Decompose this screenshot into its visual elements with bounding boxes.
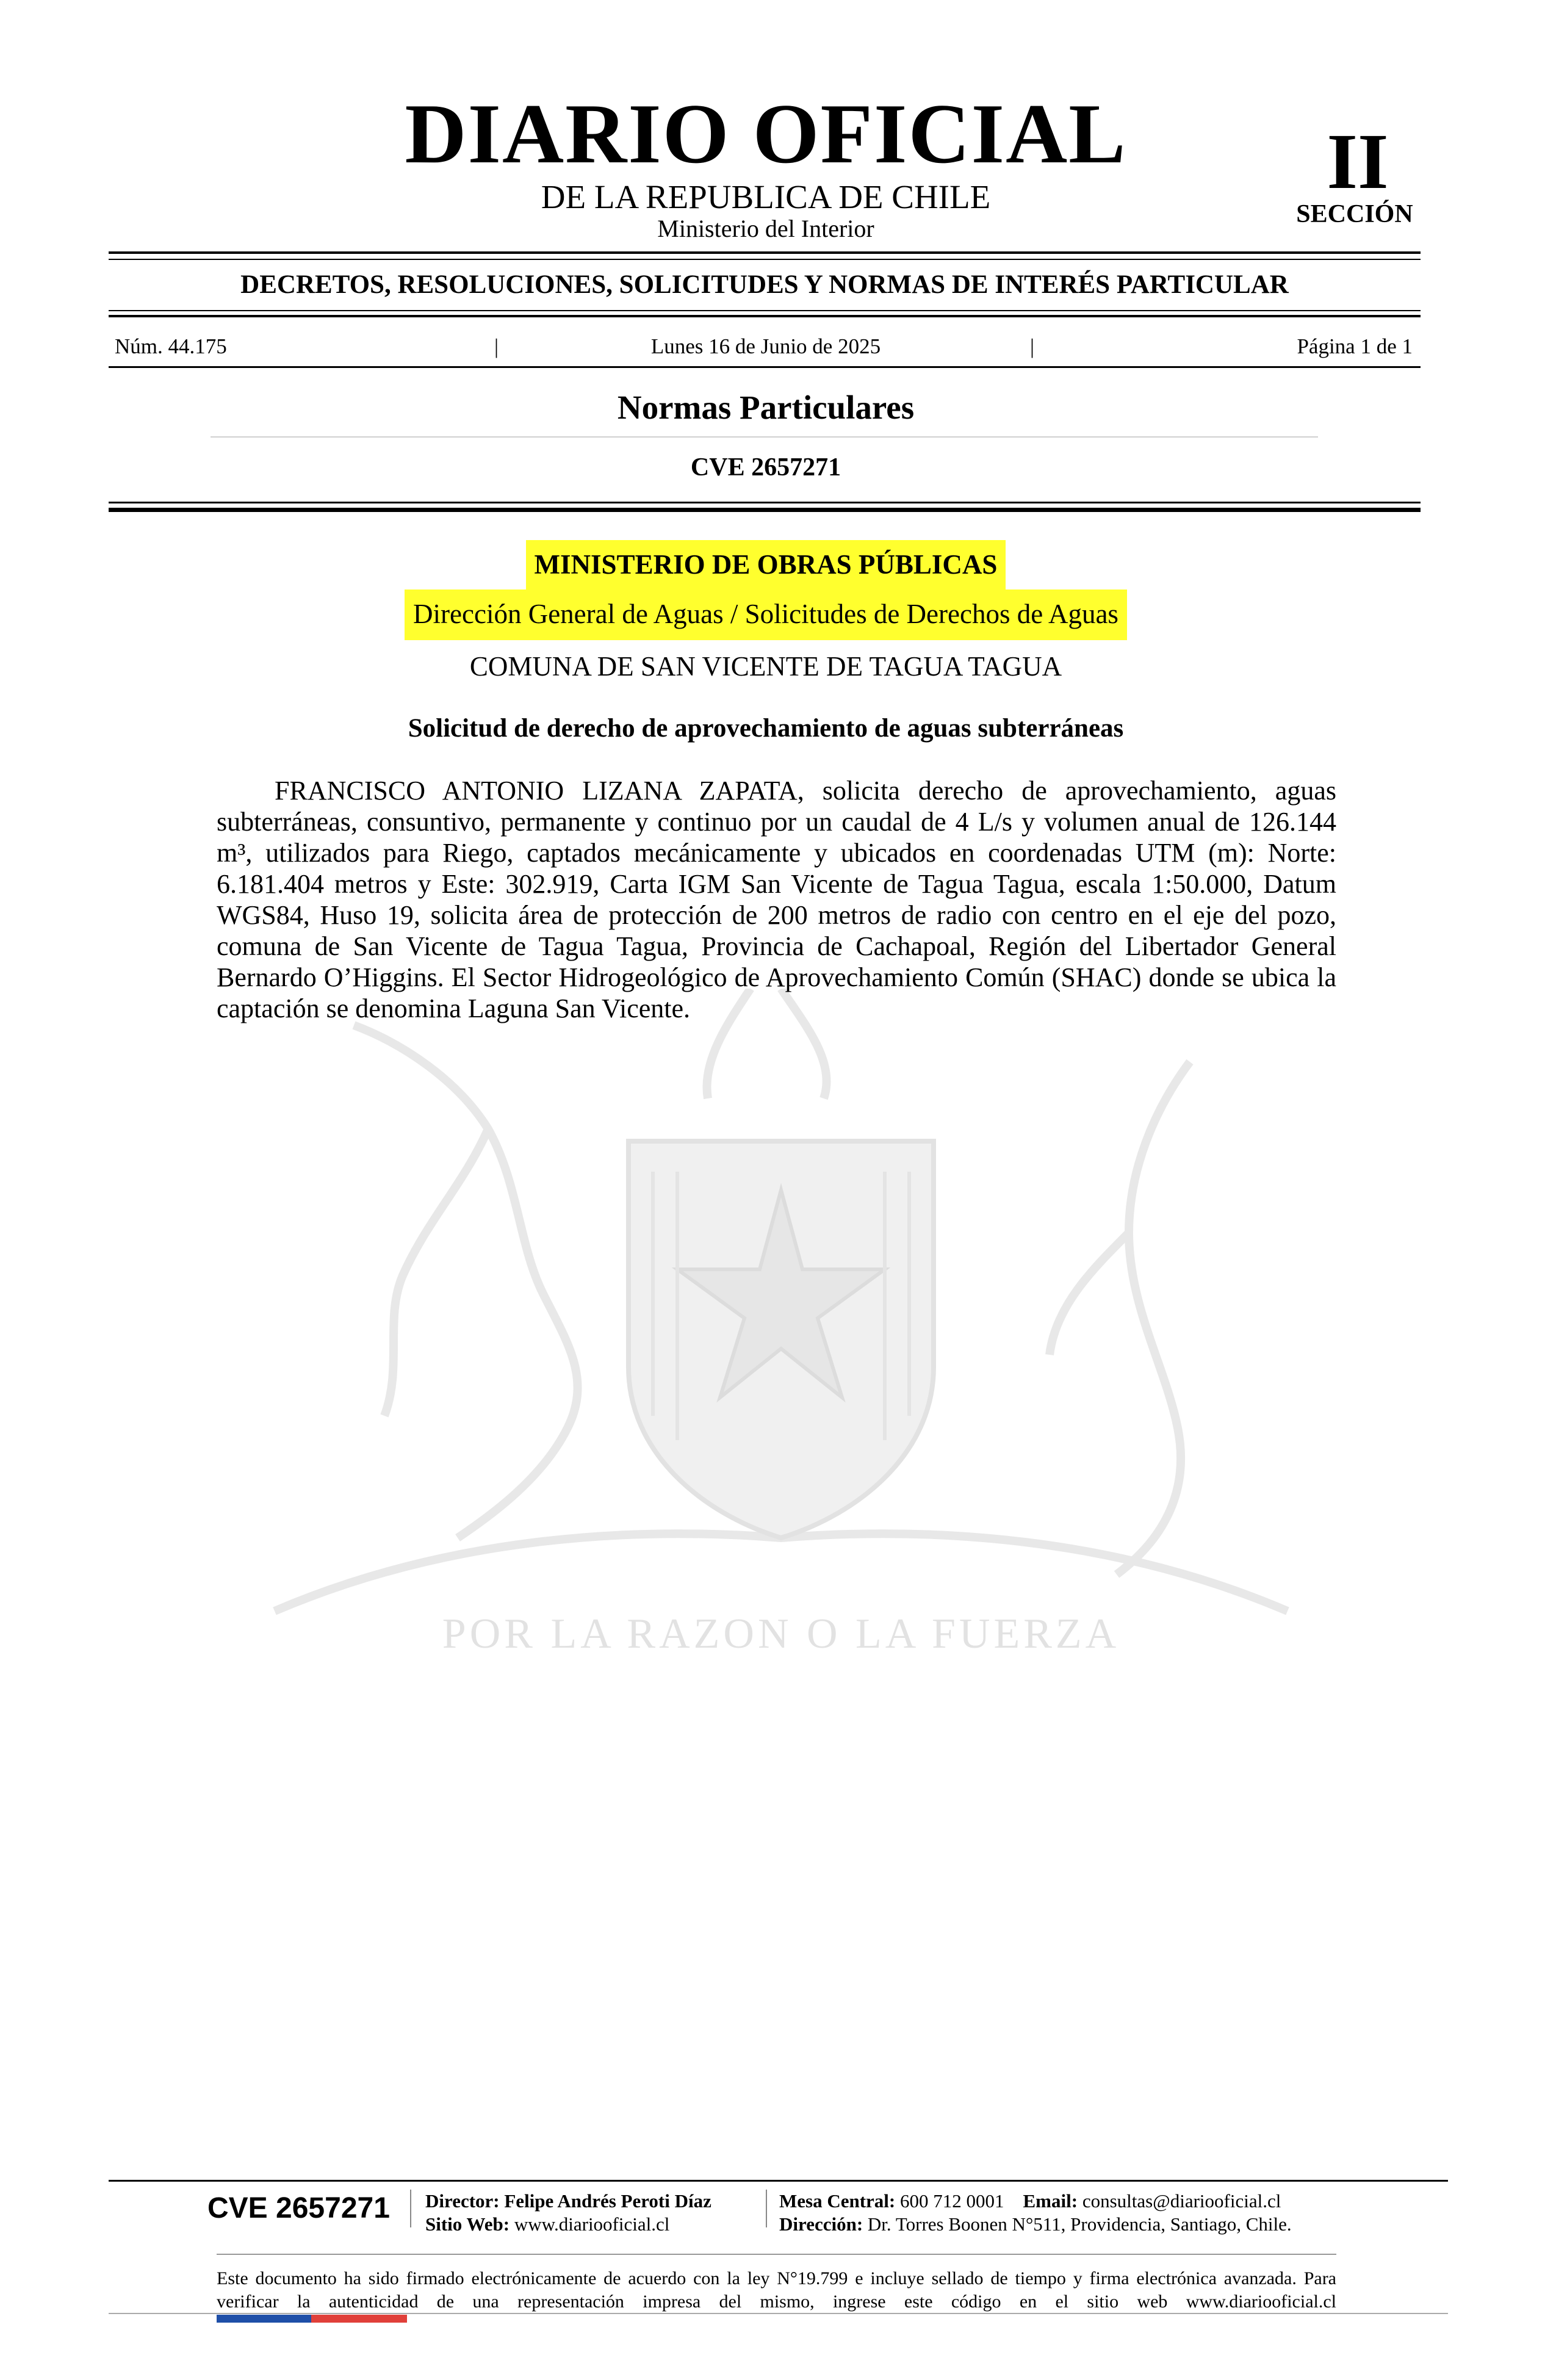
meta-rule xyxy=(109,366,1421,368)
meta-separator: | xyxy=(494,334,499,358)
address-label: Dirección: xyxy=(779,2213,863,2235)
cve-rule-thick xyxy=(109,508,1421,512)
director-label: Director: xyxy=(425,2190,500,2212)
page-indicator: Página 1 de 1 xyxy=(1297,334,1413,358)
publication-banner: DECRETOS, RESOLUCIONES, SOLICITUDES Y NORMAS DE INTERÉS PARTICULAR xyxy=(240,270,1289,299)
mesa-phone: 600 712 0001 xyxy=(900,2190,1004,2212)
address-value: Dr. Torres Boonen N°511, Providencia, Santiago, Chile. xyxy=(867,2213,1292,2235)
footer-rule-top xyxy=(109,2180,1448,2182)
section-label: SECCIÓN xyxy=(1296,200,1413,228)
ministry-heading: MINISTERIO DE OBRAS PÚBLICAS xyxy=(526,540,1006,591)
email-label: Email: xyxy=(1023,2190,1078,2212)
footer-director-block xyxy=(425,2190,711,2236)
banner-rule-thick xyxy=(109,315,1421,317)
meta-separator: | xyxy=(1030,334,1035,358)
masthead-title: DIARIO OFICIAL xyxy=(405,87,1127,181)
web-url[interactable]: www.diariooficial.cl xyxy=(514,2213,670,2235)
flag-stripe-blue xyxy=(217,2315,311,2323)
section-heading-rule xyxy=(211,436,1318,438)
footer-contact-block xyxy=(779,2190,1292,2236)
directorate-heading-wrap xyxy=(0,590,1532,640)
footer-divider xyxy=(410,2190,411,2227)
mesa-label: Mesa Central: xyxy=(779,2190,896,2212)
masthead-rule-thin xyxy=(109,259,1421,260)
director-name: Felipe Andrés Peroti Díaz xyxy=(504,2190,711,2212)
issue-date: Lunes 16 de Junio de 2025 xyxy=(650,334,881,358)
coat-of-arms-watermark xyxy=(201,989,1361,1690)
document-title: Solicitud de derecho de aprovechamiento de aguas subterráneas xyxy=(408,714,1124,743)
footer-signature-note: Este documento ha sido firmado electrónicamente de acuerdo con la ley N°19.799 e incluye sellado de tiempo y firma electrónica avanzada. Para verificar la autenticidad de una representación impresa del mismo, ingrese este código en el sitio web www.diariooficial.cl xyxy=(217,2268,1336,2312)
footer-divider xyxy=(766,2190,767,2227)
masthead-rule-top xyxy=(109,251,1421,254)
commune-heading: COMUNA DE SAN VICENTE DE TAGUA TAGUA xyxy=(469,651,1062,682)
masthead-ministry: Ministerio del Interior xyxy=(657,215,874,242)
directorate-heading: Dirección General de Aguas / Solicitudes de Derechos de Aguas xyxy=(405,590,1127,640)
ministry-heading-wrap xyxy=(0,540,1532,591)
web-label: Sitio Web: xyxy=(425,2213,510,2235)
section-heading: Normas Particulares xyxy=(617,389,915,426)
banner-rule-thin xyxy=(109,310,1421,311)
cve-code: CVE 2657271 xyxy=(690,453,841,481)
email-address[interactable]: consultas@diariooficial.cl xyxy=(1082,2190,1281,2212)
body-paragraph: FRANCISCO ANTONIO LIZANA ZAPATA, solicita derecho de aprovechamiento, aguas subterráneas, consuntivo, permanente y continuo por un caudal de 4 L/s y volumen anual de 126.144 m³, utilizados para Riego, captados mecánicamente y ubicados en coordenadas UTM (m): Norte: 6.181.404 metros y Este: 302.919, Carta IGM San Vicente de Tagua Tagua, escala 1:50.000, Datum WGS84, Huso 19, solicita área de protección de 200 metros de radio con centro en el eje del pozo, comuna de San Vicente de Tagua Tagua, Provincia de Cachapoal, Región del Libertador General Bernardo O’Higgins. El Sector Hidrogeológico de Aprovechamiento Común (SHAC) donde se ubica la captación se denomina Laguna San Vicente. xyxy=(217,776,1336,1023)
cve-rule-thin xyxy=(109,502,1421,503)
footer-rule-bottom xyxy=(109,2313,1448,2314)
masthead-subtitle: DE LA REPUBLICA DE CHILE xyxy=(541,178,991,215)
issue-number: Núm. 44.175 xyxy=(115,334,227,358)
flag-stripe-red xyxy=(311,2315,407,2323)
footer-rule-grey xyxy=(217,2254,1336,2255)
watermark-motto: POR LA RAZON O LA FUERZA xyxy=(442,1610,1120,1657)
section-number: II xyxy=(1327,118,1389,206)
footer-cve-code: CVE 2657271 xyxy=(207,2192,390,2224)
